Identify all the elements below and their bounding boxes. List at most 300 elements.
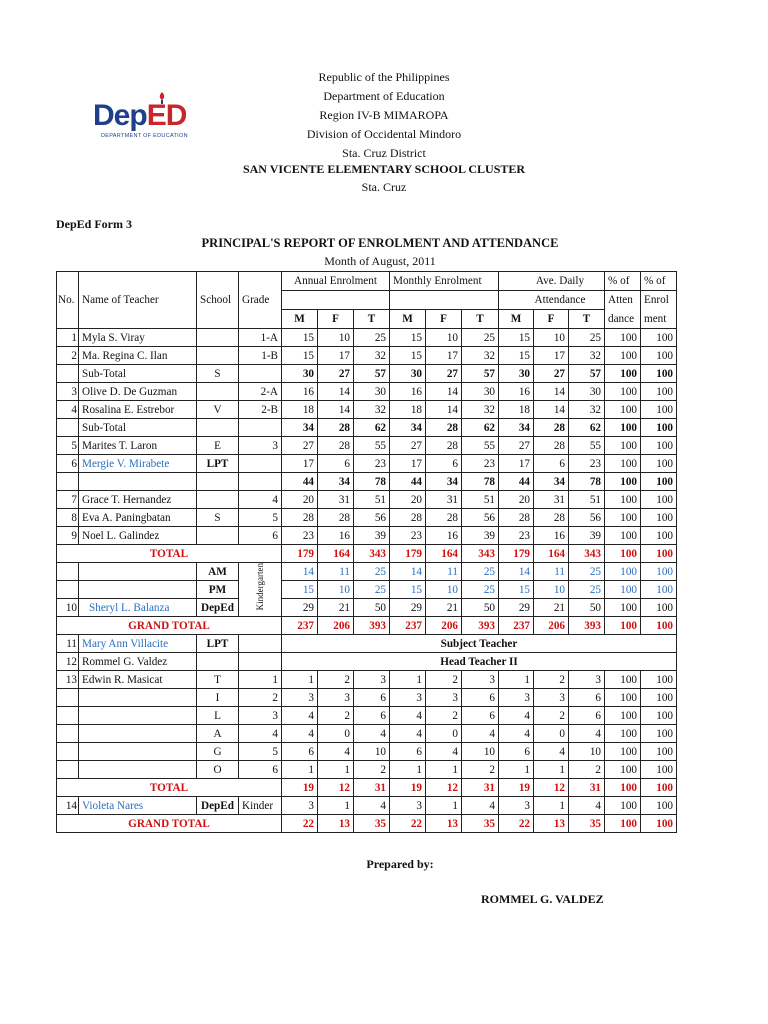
- value-cell: 100: [641, 581, 677, 599]
- table-row: [57, 419, 677, 437]
- value-cell: 56: [354, 509, 390, 527]
- school-cell: [197, 419, 239, 437]
- col-pct-enrol-2: Enrol: [641, 291, 677, 310]
- value-cell: 30: [390, 365, 426, 383]
- teacher-name: Olive D. De Guzman: [79, 383, 197, 401]
- school-cell: [197, 383, 239, 401]
- row-number: 1: [57, 329, 79, 347]
- value-cell: 100: [641, 491, 677, 509]
- value-cell: 15: [282, 329, 318, 347]
- value-cell: 6: [534, 455, 569, 473]
- value-cell: 100: [605, 365, 641, 383]
- value-cell: 6: [354, 689, 390, 707]
- grade-cell: [239, 563, 282, 617]
- value-cell: 50: [569, 599, 605, 617]
- value-cell: 19: [499, 779, 534, 797]
- grade-cell: 1: [239, 671, 282, 689]
- teacher-name: Sub-Total: [79, 365, 197, 383]
- table-row: [57, 347, 677, 365]
- teacher-name: Sub-Total: [79, 419, 197, 437]
- value-cell: 32: [354, 347, 390, 365]
- value-cell: 6: [390, 743, 426, 761]
- value-cell: 19: [282, 779, 318, 797]
- table-row: [57, 797, 677, 815]
- value-cell: 100: [641, 563, 677, 581]
- grade-cell: 2-B: [239, 401, 282, 419]
- value-cell: 100: [641, 797, 677, 815]
- school-cell: E: [197, 437, 239, 455]
- value-cell: 30: [462, 383, 499, 401]
- value-cell: 29: [499, 599, 534, 617]
- grade-cell: 1-B: [239, 347, 282, 365]
- value-cell: 31: [534, 491, 569, 509]
- value-cell: 393: [462, 617, 499, 635]
- value-cell: 16: [318, 527, 354, 545]
- grade-cell: [239, 365, 282, 383]
- value-cell: 393: [354, 617, 390, 635]
- value-cell: 29: [282, 599, 318, 617]
- header-cluster: SAN VICENTE ELEMENTARY SCHOOL CLUSTER: [242, 162, 526, 176]
- value-cell: 20: [499, 491, 534, 509]
- value-cell: 14: [390, 563, 426, 581]
- teacher-name: [79, 761, 197, 779]
- value-cell: 15: [390, 347, 426, 365]
- value-cell: 55: [569, 437, 605, 455]
- value-cell: 4: [282, 725, 318, 743]
- value-cell: 23: [499, 527, 534, 545]
- value-cell: 10: [462, 743, 499, 761]
- school-cell: [197, 527, 239, 545]
- table-row: [57, 365, 677, 383]
- value-cell: 16: [390, 383, 426, 401]
- col-no: No.: [57, 291, 79, 310]
- col-pct-enrol-3: ment: [641, 310, 677, 329]
- col-pct-enrol-1: % of: [641, 272, 677, 291]
- grade-cell: 6: [239, 761, 282, 779]
- value-cell: 100: [641, 419, 677, 437]
- value-cell: 31: [569, 779, 605, 797]
- value-cell: 17: [534, 347, 569, 365]
- value-cell: 100: [641, 545, 677, 563]
- value-cell: 1: [534, 761, 569, 779]
- col-pct-att-1: % of: [605, 272, 641, 291]
- value-cell: 25: [569, 563, 605, 581]
- school-cell: G: [197, 743, 239, 761]
- teacher-name: [79, 473, 197, 491]
- value-cell: 100: [605, 815, 641, 833]
- value-cell: 31: [318, 491, 354, 509]
- row-number: 3: [57, 383, 79, 401]
- table-row: [57, 707, 677, 725]
- value-cell: 39: [354, 527, 390, 545]
- row-number: 4: [57, 401, 79, 419]
- table-row: [57, 383, 677, 401]
- value-cell: 32: [354, 401, 390, 419]
- col-monthly-t: T: [462, 310, 499, 329]
- value-cell: 0: [534, 725, 569, 743]
- value-cell: 14: [426, 383, 462, 401]
- row-number: 14: [57, 797, 79, 815]
- school-cell: S: [197, 509, 239, 527]
- value-cell: 16: [282, 383, 318, 401]
- value-cell: 6: [318, 455, 354, 473]
- value-cell: 100: [605, 743, 641, 761]
- value-cell: 100: [641, 725, 677, 743]
- school-cell: I: [197, 689, 239, 707]
- value-cell: 4: [462, 725, 499, 743]
- value-cell: 34: [282, 419, 318, 437]
- value-cell: 164: [318, 545, 354, 563]
- col-annual-enrolment: Annual Enrolment: [282, 272, 390, 291]
- value-cell: 18: [390, 401, 426, 419]
- teacher-name: Ma. Regina C. Ilan: [79, 347, 197, 365]
- value-cell: 100: [605, 581, 641, 599]
- total-label: GRAND TOTAL: [57, 815, 282, 833]
- value-cell: 206: [426, 617, 462, 635]
- kindergarten-label: Kindergarten: [255, 563, 265, 611]
- table-row: [57, 329, 677, 347]
- grade-cell: [239, 455, 282, 473]
- col-annual-f: F: [318, 310, 354, 329]
- value-cell: 1: [318, 761, 354, 779]
- grade-cell: [239, 419, 282, 437]
- value-cell: 4: [499, 725, 534, 743]
- value-cell: 23: [462, 455, 499, 473]
- teacher-name: [79, 707, 197, 725]
- value-cell: 57: [462, 365, 499, 383]
- col-monthly-f: F: [426, 310, 462, 329]
- value-cell: 343: [462, 545, 499, 563]
- value-cell: 17: [426, 347, 462, 365]
- grade-cell: 3: [239, 707, 282, 725]
- value-cell: 3: [499, 797, 534, 815]
- value-cell: 11: [318, 563, 354, 581]
- value-cell: 27: [426, 365, 462, 383]
- teacher-name: Sheryl L. Balanza: [79, 599, 197, 617]
- grade-cell: 5: [239, 509, 282, 527]
- value-cell: 100: [605, 725, 641, 743]
- value-cell: 4: [569, 725, 605, 743]
- value-cell: 3: [462, 671, 499, 689]
- value-cell: 6: [354, 707, 390, 725]
- table-row: [57, 509, 677, 527]
- table-row: [57, 725, 677, 743]
- value-cell: 34: [318, 473, 354, 491]
- value-cell: 35: [354, 815, 390, 833]
- value-cell: 1: [318, 797, 354, 815]
- value-cell: 27: [282, 437, 318, 455]
- value-cell: 18: [282, 401, 318, 419]
- teacher-name: Myla S. Viray: [79, 329, 197, 347]
- grade-cell: Kinder: [239, 797, 282, 815]
- value-cell: 23: [354, 455, 390, 473]
- value-cell: 1: [282, 671, 318, 689]
- value-cell: 25: [354, 563, 390, 581]
- value-cell: 100: [641, 779, 677, 797]
- teacher-name: Noel L. Galindez: [79, 527, 197, 545]
- value-cell: 2: [534, 707, 569, 725]
- value-cell: 25: [462, 329, 499, 347]
- teacher-name: Rommel G. Valdez: [79, 653, 197, 671]
- school-cell: LPT: [197, 455, 239, 473]
- value-cell: 16: [534, 527, 569, 545]
- value-cell: 17: [499, 455, 534, 473]
- value-cell: 343: [569, 545, 605, 563]
- value-cell: 3: [282, 797, 318, 815]
- value-cell: 100: [605, 671, 641, 689]
- header-town: Sta. Cruz: [361, 180, 407, 194]
- row-number: [57, 689, 79, 707]
- value-cell: 164: [426, 545, 462, 563]
- row-number: [57, 725, 79, 743]
- value-cell: 16: [499, 383, 534, 401]
- logo-ed: ED: [146, 99, 187, 132]
- school-cell: DepEd: [197, 599, 239, 617]
- value-cell: 31: [354, 779, 390, 797]
- teacher-name: Rosalina E. Estrebor: [79, 401, 197, 419]
- row-number: 9: [57, 527, 79, 545]
- header-row-2: [57, 291, 677, 310]
- table-row: [57, 527, 677, 545]
- value-cell: 14: [318, 401, 354, 419]
- value-cell: 31: [462, 779, 499, 797]
- row-number: [57, 419, 79, 437]
- grade-cell: [239, 653, 282, 671]
- value-cell: 62: [462, 419, 499, 437]
- value-cell: 100: [641, 599, 677, 617]
- value-cell: 22: [499, 815, 534, 833]
- value-cell: 28: [534, 509, 569, 527]
- value-cell: 28: [426, 509, 462, 527]
- teacher-name: Eva A. Paningbatan: [79, 509, 197, 527]
- value-cell: 50: [354, 599, 390, 617]
- grade-cell: 1-A: [239, 329, 282, 347]
- value-cell: 6: [462, 689, 499, 707]
- grade-cell: 4: [239, 491, 282, 509]
- value-cell: 4: [462, 797, 499, 815]
- value-cell: 2: [318, 671, 354, 689]
- value-cell: 100: [641, 329, 677, 347]
- row-number: 12: [57, 653, 79, 671]
- value-cell: 28: [318, 419, 354, 437]
- value-cell: 22: [390, 815, 426, 833]
- col-pct-att-2: Atten: [605, 291, 641, 310]
- value-cell: 44: [499, 473, 534, 491]
- table-row: [57, 635, 677, 653]
- row-number: [57, 473, 79, 491]
- value-cell: 1: [390, 761, 426, 779]
- value-cell: 35: [462, 815, 499, 833]
- value-cell: 100: [605, 797, 641, 815]
- table-row: [57, 761, 677, 779]
- row-number: [57, 761, 79, 779]
- value-cell: 27: [499, 437, 534, 455]
- value-cell: 100: [605, 761, 641, 779]
- value-cell: 28: [534, 419, 569, 437]
- total-label: TOTAL: [57, 545, 282, 563]
- header-district: Sta. Cruz District: [342, 146, 426, 160]
- teacher-name: Mergie V. Mirabete: [79, 455, 197, 473]
- value-cell: 27: [390, 437, 426, 455]
- school-cell: [197, 347, 239, 365]
- value-cell: 100: [641, 617, 677, 635]
- value-cell: 44: [282, 473, 318, 491]
- table-row: [57, 473, 677, 491]
- value-cell: 28: [426, 437, 462, 455]
- value-cell: 15: [390, 329, 426, 347]
- value-cell: 28: [534, 437, 569, 455]
- value-cell: 164: [534, 545, 569, 563]
- col-monthly-enrolment: Monthly Enrolment: [390, 272, 499, 291]
- value-cell: 2: [426, 707, 462, 725]
- value-cell: 100: [605, 383, 641, 401]
- col-school: School: [197, 291, 239, 310]
- value-cell: 393: [569, 617, 605, 635]
- value-cell: 4: [390, 707, 426, 725]
- row-number: 11: [57, 635, 79, 653]
- school-cell: A: [197, 725, 239, 743]
- table-row: [57, 581, 677, 599]
- value-cell: 3: [390, 689, 426, 707]
- header-row-1: [57, 272, 677, 291]
- value-cell: 55: [354, 437, 390, 455]
- grade-cell: 2-A: [239, 383, 282, 401]
- value-cell: 51: [462, 491, 499, 509]
- value-cell: 100: [641, 527, 677, 545]
- value-cell: 10: [318, 329, 354, 347]
- col-annual-m: M: [282, 310, 318, 329]
- value-cell: 22: [282, 815, 318, 833]
- grade-cell: [239, 635, 282, 653]
- value-cell: 12: [318, 779, 354, 797]
- col-ada-f: F: [534, 310, 569, 329]
- value-cell: 179: [282, 545, 318, 563]
- value-cell: 3: [318, 689, 354, 707]
- value-cell: 30: [282, 365, 318, 383]
- total-row: [57, 779, 677, 797]
- value-cell: 100: [605, 473, 641, 491]
- value-cell: 100: [605, 689, 641, 707]
- value-cell: 1: [426, 797, 462, 815]
- value-cell: 2: [426, 671, 462, 689]
- value-cell: 13: [318, 815, 354, 833]
- value-cell: 100: [605, 563, 641, 581]
- row-number: 13: [57, 671, 79, 689]
- col-ada-m: M: [499, 310, 534, 329]
- value-cell: 11: [534, 563, 569, 581]
- value-cell: 12: [534, 779, 569, 797]
- col-grade: Grade: [239, 291, 282, 310]
- grade-cell: 3: [239, 437, 282, 455]
- value-cell: 28: [318, 509, 354, 527]
- value-cell: 100: [605, 545, 641, 563]
- teacher-name: Marites T. Laron: [79, 437, 197, 455]
- teacher-name: [79, 743, 197, 761]
- value-cell: 15: [499, 347, 534, 365]
- value-cell: 20: [390, 491, 426, 509]
- header-division: Division of Occidental Mindoro: [306, 127, 462, 141]
- value-cell: 25: [354, 581, 390, 599]
- value-cell: 179: [390, 545, 426, 563]
- teacher-name: Violeta Nares: [79, 797, 197, 815]
- value-cell: 15: [499, 329, 534, 347]
- value-cell: 100: [641, 383, 677, 401]
- value-cell: 25: [569, 581, 605, 599]
- row-number: 7: [57, 491, 79, 509]
- table-row: [57, 599, 677, 617]
- teacher-name: Mary Ann Villacite: [79, 635, 197, 653]
- value-cell: 50: [462, 599, 499, 617]
- row-number: 5: [57, 437, 79, 455]
- value-cell: 4: [390, 725, 426, 743]
- value-cell: 10: [354, 743, 390, 761]
- value-cell: 28: [426, 419, 462, 437]
- value-cell: 6: [569, 707, 605, 725]
- school-cell: T: [197, 671, 239, 689]
- value-cell: 32: [462, 401, 499, 419]
- total-row: [57, 815, 677, 833]
- value-cell: 10: [534, 581, 569, 599]
- value-cell: 4: [354, 725, 390, 743]
- value-cell: 100: [605, 617, 641, 635]
- value-cell: 4: [318, 743, 354, 761]
- value-cell: 30: [499, 365, 534, 383]
- value-cell: 11: [426, 563, 462, 581]
- header-row-3: [57, 310, 677, 329]
- value-cell: 1: [534, 797, 569, 815]
- value-cell: 1: [282, 761, 318, 779]
- value-cell: 4: [282, 707, 318, 725]
- value-cell: 17: [318, 347, 354, 365]
- value-cell: 1: [499, 671, 534, 689]
- value-cell: 1: [390, 671, 426, 689]
- value-cell: 15: [390, 581, 426, 599]
- teacher-name: Edwin R. Masicat: [79, 671, 197, 689]
- value-cell: 100: [641, 509, 677, 527]
- total-row: [57, 545, 677, 563]
- total-label: TOTAL: [57, 779, 282, 797]
- value-cell: 14: [499, 563, 534, 581]
- value-cell: 12: [426, 779, 462, 797]
- value-cell: 6: [282, 743, 318, 761]
- value-cell: 206: [534, 617, 569, 635]
- value-cell: 17: [282, 455, 318, 473]
- form-number: DepEd Form 3: [56, 217, 132, 231]
- value-cell: 2: [462, 761, 499, 779]
- prepared-by-label: Prepared by:: [366, 857, 434, 871]
- value-cell: 14: [534, 383, 569, 401]
- value-cell: 27: [318, 365, 354, 383]
- value-cell: 21: [534, 599, 569, 617]
- school-cell: PM: [197, 581, 239, 599]
- value-cell: 10: [318, 581, 354, 599]
- value-cell: 56: [569, 509, 605, 527]
- value-cell: 13: [534, 815, 569, 833]
- col-ada-1: Ave. Daily: [499, 272, 605, 291]
- value-cell: 100: [605, 455, 641, 473]
- value-cell: 39: [462, 527, 499, 545]
- value-cell: 78: [354, 473, 390, 491]
- value-cell: 4: [354, 797, 390, 815]
- value-cell: 2: [354, 761, 390, 779]
- value-cell: 21: [318, 599, 354, 617]
- value-cell: 32: [569, 401, 605, 419]
- school-cell: O: [197, 761, 239, 779]
- value-cell: 39: [569, 527, 605, 545]
- value-cell: 51: [569, 491, 605, 509]
- col-ada-2: Attendance: [499, 291, 605, 310]
- value-cell: 6: [426, 455, 462, 473]
